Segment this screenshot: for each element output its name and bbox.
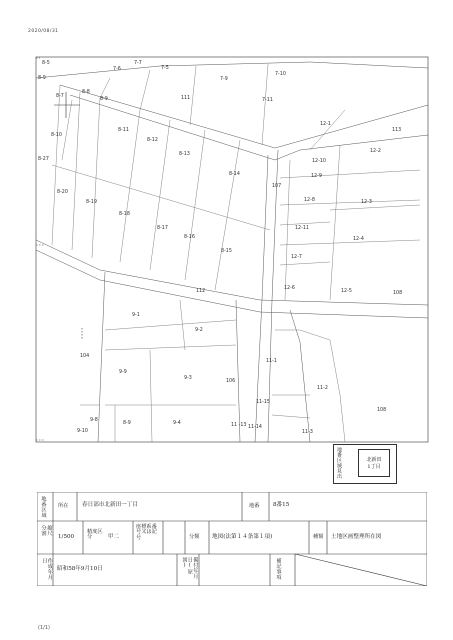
scale-value: 1/500 bbox=[58, 534, 75, 540]
location-label: 所在 bbox=[58, 503, 69, 509]
parcel-label: 12-6 bbox=[284, 286, 295, 291]
parcel-label: 8-9 bbox=[100, 97, 108, 102]
type-value: 土地区画整理所在図 bbox=[331, 534, 382, 540]
area-index-box bbox=[333, 444, 397, 484]
parcel-label: 8-10 bbox=[51, 133, 62, 138]
parcel-label: 113 bbox=[392, 128, 402, 133]
parcel-label: 7-7 bbox=[134, 61, 142, 66]
parcel-label: 9-3 bbox=[184, 376, 192, 381]
parcel-label: 7-10 bbox=[275, 72, 286, 77]
parcel-lines bbox=[52, 64, 420, 442]
parcel-label: 8-5 bbox=[42, 61, 50, 66]
parcel-label: 12-2 bbox=[370, 149, 381, 154]
accuracy-label: 精度区分 bbox=[87, 529, 103, 541]
parcel-label: 8-16 bbox=[184, 235, 195, 240]
parcel-label: 9-2 bbox=[195, 328, 203, 333]
info-table bbox=[37, 492, 427, 586]
parcel-label: 9-8 bbox=[90, 418, 98, 423]
chiban-label: 地番 bbox=[249, 503, 260, 509]
road-107b bbox=[268, 150, 278, 442]
type-label: 種類 bbox=[313, 534, 324, 540]
road-104 bbox=[98, 272, 105, 442]
parcel-label: 7-6 bbox=[113, 67, 121, 72]
parcel-label: 7-9 bbox=[220, 77, 228, 82]
parcel-label: 104 bbox=[80, 354, 90, 359]
parcel-label: 8-27 bbox=[38, 157, 49, 162]
parcel-label: 9-9 bbox=[119, 370, 127, 375]
road-111 bbox=[60, 85, 428, 148]
map-frame bbox=[36, 57, 428, 442]
parcel-label: 107 bbox=[272, 184, 282, 189]
parcel-label: 12-4 bbox=[353, 237, 364, 242]
parcel-label: 106 bbox=[226, 379, 236, 384]
parcel-label: 12-11 bbox=[295, 226, 309, 231]
scale-side-label: 分割 bbox=[40, 525, 47, 536]
accuracy-value: 甲二 bbox=[108, 534, 120, 540]
parcel-label: 11-14 bbox=[248, 425, 262, 430]
print-date: 2020/08/31 bbox=[28, 29, 59, 34]
parcel-label: 8-7 bbox=[56, 94, 64, 99]
parcel-label: 11 -13 bbox=[231, 423, 247, 428]
note-label: 補記事項 bbox=[275, 558, 282, 580]
parcel-label: 8-19 bbox=[86, 200, 97, 205]
parcel-label: 8-14 bbox=[229, 172, 240, 177]
road-106 bbox=[236, 300, 240, 442]
parcel-label: 8-8 bbox=[82, 90, 90, 95]
parcel-label: 8-15 bbox=[221, 249, 232, 254]
created-label: 作成年月日 bbox=[41, 558, 53, 580]
parcel-label: 8-9 bbox=[123, 421, 131, 426]
category-label: 分類 bbox=[189, 534, 200, 540]
road-top bbox=[36, 62, 428, 78]
index-area-label: 北新田 1丁目 bbox=[358, 449, 390, 477]
parcel-label: 112 bbox=[196, 289, 206, 294]
parcel-label: 8-11 bbox=[118, 128, 129, 133]
parcel-label: 11-1 bbox=[266, 359, 277, 364]
coordinate-label: 座標系番号又は記号 bbox=[136, 524, 157, 541]
scale-label: 縮尺 bbox=[46, 525, 53, 536]
parcel-label: 111 bbox=[181, 96, 191, 101]
parcel-label: 11-3 bbox=[302, 430, 313, 435]
parcel-label: 11-15 bbox=[256, 400, 270, 405]
page-number: (1/1) bbox=[38, 625, 50, 631]
road-112 bbox=[36, 240, 428, 305]
parcel-label: 7-11 bbox=[262, 98, 273, 103]
parcel-label: 9-10 bbox=[77, 429, 88, 434]
road-107 bbox=[255, 155, 268, 442]
parcel-label: 12-8 bbox=[304, 198, 315, 203]
parcel-label: 8-13 bbox=[179, 152, 190, 157]
index-heading: 地番区域見出 bbox=[336, 447, 342, 479]
reuse-label: 備付年月日(原図) bbox=[181, 557, 199, 579]
parcel-label: 9-4 bbox=[173, 421, 181, 426]
parcel-label: 8-20 bbox=[57, 190, 68, 195]
parcel-label: 12-10 bbox=[312, 159, 326, 164]
parcel-label: 8-17 bbox=[157, 226, 168, 231]
parcel-label: 108 bbox=[377, 408, 387, 413]
parcel-label: 8-18 bbox=[119, 212, 130, 217]
parcel-label: 12-1 bbox=[320, 122, 331, 127]
road-112b bbox=[36, 250, 428, 318]
boundary-marks bbox=[36, 58, 82, 440]
parcel-label: 7-5 bbox=[161, 66, 169, 71]
location-side-label: 地番区域 bbox=[40, 496, 47, 518]
parcel-label: 8-12 bbox=[147, 138, 158, 143]
parcel-label: 12-9 bbox=[311, 174, 322, 179]
parcel-label: 12-3 bbox=[361, 200, 372, 205]
parcel-label: 9-1 bbox=[132, 313, 140, 318]
chiban-value: 8番15 bbox=[273, 502, 290, 508]
location-value: 春日部市北新田一丁目 bbox=[82, 502, 138, 508]
parcel-label: 12-5 bbox=[341, 289, 352, 294]
parcel-label: 108 bbox=[393, 291, 403, 296]
created-value: 昭和58年9月10日 bbox=[57, 566, 103, 572]
parcel-label: 11-2 bbox=[317, 386, 328, 391]
parcel-label: 8-9 bbox=[38, 76, 46, 81]
parcel-label: 12-7 bbox=[291, 255, 302, 260]
category-value: 地図(法第１４条第１項) bbox=[212, 534, 273, 540]
